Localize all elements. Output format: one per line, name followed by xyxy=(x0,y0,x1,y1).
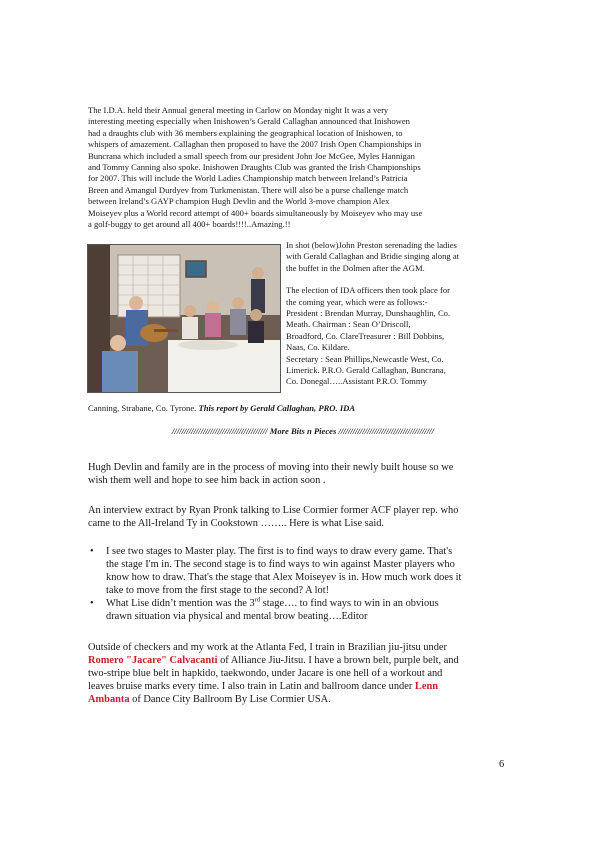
bullet-line: the stage I'm in. The second stage is to find ways to win against Master players who xyxy=(106,559,455,570)
paragraph-line: came to the All-Ireland Ty in Cookstown …….. Here is what Lise said. xyxy=(88,518,385,529)
page-number: 6 xyxy=(499,759,505,770)
paragraph-line: two-stripe blue belt in hapkido, taekwondo, under Jacare is one hell of a workout and xyxy=(88,668,443,679)
report-line: Moiseyev plus a World record attempt of 400+ boards simultaneously by Moiseyev who may use xyxy=(88,207,423,218)
report-line: between Ireland’s GAYP champion Hugh Devlin and the World 3-move champion Alex xyxy=(88,196,390,207)
officers-line: the coming year, which were as follows:- xyxy=(286,296,428,307)
caption-line: the buffet in the Dolmen after the AGM. xyxy=(286,262,425,273)
report-line: Breen and Amangul Durdyev from Turkmenistan. There will also be a purse challenge match xyxy=(88,184,409,195)
interview-intro-paragraph xyxy=(88,504,518,530)
agm-buffet-photo xyxy=(87,244,281,393)
officers-line: President : Brendan Murray, Dunshaughlin, Co. xyxy=(286,308,451,319)
bullet-item xyxy=(88,597,518,623)
closing-text: Canning, Strabane, Co. Tyrone. xyxy=(88,403,197,413)
hugh-devlin-paragraph xyxy=(88,461,518,487)
caption-line: with Gerald Callaghan and Bridie singing along at xyxy=(286,251,460,262)
officers-line: Broadford, Co. ClareTreasurer : Bill Dobbins, xyxy=(286,330,445,341)
report-closing-line xyxy=(88,403,518,414)
officers-line: Secretary : Sean Phillips,Newcastle West, Co. xyxy=(286,353,444,364)
report-line: a golf-buggy to get around all 400+ boards!!!!..Amazing.!! xyxy=(88,219,291,230)
report-line: Buncrana which included a small speech from our president John Joe McGee, Myles Hannigan xyxy=(88,150,415,161)
paragraph-line xyxy=(88,680,518,693)
bullet-line: I see two stages to Master play. The first is to find ways to draw every game. That's xyxy=(106,546,453,557)
interview-bullet-list xyxy=(88,545,518,623)
report-line: for 2007. This will include the World Ladies Championship match between Ireland’s Patricia xyxy=(88,173,408,184)
bullet-line: know how to draw. That's the stage that Alex Moiseyev is in. How much work does it xyxy=(106,572,462,583)
lise-cormier-paragraph xyxy=(88,641,518,706)
section-divider-more-bits: //////////////////////////////////////// More Bits n Pieces //////////////////////////////////////// xyxy=(172,426,434,436)
officers-line: Limerick. P.R.O. Gerald Callaghan, Buncrana, xyxy=(286,365,446,376)
officers-line: Co. Donegal…..Assistant P.R.O. Tommy xyxy=(286,376,427,387)
agm-report-paragraph xyxy=(88,105,518,230)
report-line: had a draughts club with 36 members explaining the geographical location of Inishowen, to xyxy=(88,127,403,138)
report-line: and Tommy Canning also spoke. Inishowen Draughts Club was granted the Irish Championships xyxy=(88,162,421,173)
highlighted-name: Ambanta xyxy=(88,694,130,705)
photo-caption-and-officers xyxy=(286,240,514,388)
paragraph-line xyxy=(88,693,518,706)
paragraph-line xyxy=(88,654,518,667)
paragraph-line: wish them well and hope to see him back in action soon . xyxy=(88,475,326,486)
paragraph-line: Hugh Devlin and family are in the process of moving into their newly built house so we xyxy=(88,462,454,473)
bullet-line xyxy=(106,597,518,610)
bullet-icon: • xyxy=(90,598,94,609)
officers-line: Meath. Chairman : Sean O’Driscoll, xyxy=(286,319,411,330)
paragraph-text: leaves bruise marks every time. I also train in Latin and ballroom dance under xyxy=(88,681,415,692)
paragraph-text: of Dance City Ballroom By Lise Cormier USA. xyxy=(129,694,331,705)
bullet-line: take to move from the first stage to the second? A lot! xyxy=(106,585,330,596)
bullet-line: drawn situation via physical and mental brow beating….Editor xyxy=(106,611,368,622)
highlighted-name: Romero "Jacare" Calvacanti xyxy=(88,655,218,666)
officers-line: Naas, Co. Kildare. xyxy=(286,342,350,353)
report-line: whispers of amazement. Callaghan then proposed to have the 2007 Irish Open Championships in xyxy=(88,139,422,150)
highlighted-name: Lenn xyxy=(414,681,439,692)
report-line: The I.D.A. held their Annual general meeting in Carlow on Monday night It was a very xyxy=(88,105,389,115)
superscript-ordinal: rd xyxy=(254,596,261,604)
paragraph-line: Outside of checkers and my work at the Atlanta Fed, I train in Brazilian jiu-jitsu under xyxy=(88,642,447,653)
report-byline: This report by Gerald Callaghan, PRO. IDA xyxy=(198,403,356,413)
officers-line: The election of IDA officers then took place for xyxy=(286,285,451,296)
caption-line: In shot (below)John Preston serenading the ladies xyxy=(286,240,457,250)
report-line: interesting meeting especially when Inishowen’s Gerald Callaghan announced that Inishowen xyxy=(88,116,410,127)
paragraph-text: of Alliance Jiu-Jitsu. I have a brown belt, purple belt, and xyxy=(217,655,459,666)
paragraph-line: An interview extract by Ryan Pronk talking to Lise Cormier former ACF player rep. who xyxy=(88,505,459,516)
bullet-item xyxy=(88,545,518,597)
bullet-text: stage…. to find ways to win in an obvious xyxy=(260,598,439,609)
bullet-icon: • xyxy=(90,546,94,557)
bullet-text: What Lise didn’t mention was the 3 xyxy=(106,598,255,609)
